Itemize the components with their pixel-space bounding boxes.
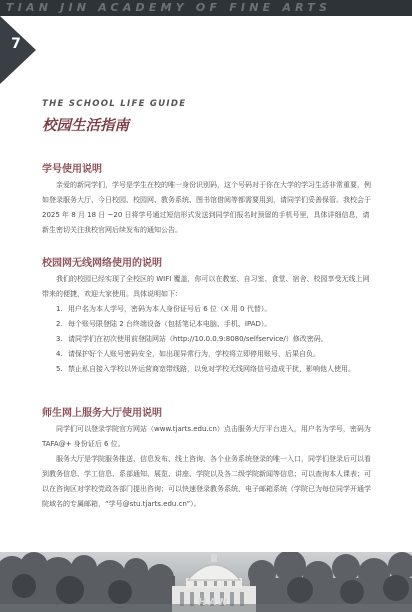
wifi-intro-paragraph: 我们的校园已经实现了全校区的 WIFI 覆盖，你可以在教室、自习室、食堂、宿舍、校园享受无线上网带来的便捷，欢迎大家使用。具体说明如下：	[42, 275, 370, 298]
section-kicker: THE SCHOOL LIFE GUIDE	[42, 99, 187, 109]
page-number: 7	[11, 36, 21, 52]
student-id-paragraph: 亲爱的新同学们，学号是学生在校的唯一身份识别码，这个号码对于你在大学的学习生活非常重要，例如登录服务大厅、今日校园、校园网、教务系统、图书馆借阅等都需要用到，请同学们妥善保管。我校会于 2025 年 8 月 18 日 ~20 日将学号通过短信形式发送到同学们报名时预留的手机号里，具体详细信息，请新生密切关注我校官网后续发布的通知公告。	[42, 181, 371, 234]
list-item: 1. 用户名为本人学号，密码为本人身份证号后 6 位（X 用 0 代替）。	[56, 305, 272, 313]
section-heading-service-hall: 师生网上服务大厅使用说明	[42, 408, 162, 419]
list-item: 3. 请同学们在初次使用前登陆网站（http://10.0.0.9:8080/selfservice/）修改密码。	[56, 335, 328, 343]
list-item: 4. 请保护好个人账号密码安全，如出现异常行为，学校将立即停用账号，后果自负。	[56, 350, 320, 358]
section-heading-student-id: 学号使用说明	[42, 164, 102, 175]
academy-name-banner: TIAN JIN ACADEMY OF FINE ARTS	[6, 1, 332, 14]
photo-caption-text: HAN	[198, 597, 230, 608]
service-hall-paragraph-1: 同学们可以登录学院官方网站（www.tjarts.edu.cn）点击服务大厅平台进入，用户名为学号，密码为 TAFA@+ 身份证后 6 位。	[42, 425, 371, 448]
list-item: 5. 禁止私自接入学校以外运营商宽带线路，以免对学校无线网络信号造成干扰，影响他人使用。	[56, 365, 355, 373]
section-heading-wifi: 校园网无线网络使用的说明	[42, 258, 162, 269]
list-item: 2. 每个账号限登陆 2 台终端设备（包括笔记本电脑、手机、IPAD）。	[56, 320, 272, 328]
service-hall-paragraph-2: 服务大厅是学院服务推送、信息发布、线上咨询、各个业务系统登录的唯一入口，同学们登录后可以看到教务信息、学工信息、系部通知、展览、讲座、学院以及各二级学院新闻等信息；可以查询本人课表；可以在咨询区对学校党政各部门提出咨询；可以快速登录教务系统、电子邮箱系统（学院已为每位同学开通学院域名的专属邮箱，“学号@stu.tjarts.edu.cn”）。	[42, 455, 371, 508]
page-title: 校园生活指南	[42, 118, 129, 134]
wifi-instructions-list	[42, 302, 372, 377]
header-banner	[0, 0, 412, 16]
